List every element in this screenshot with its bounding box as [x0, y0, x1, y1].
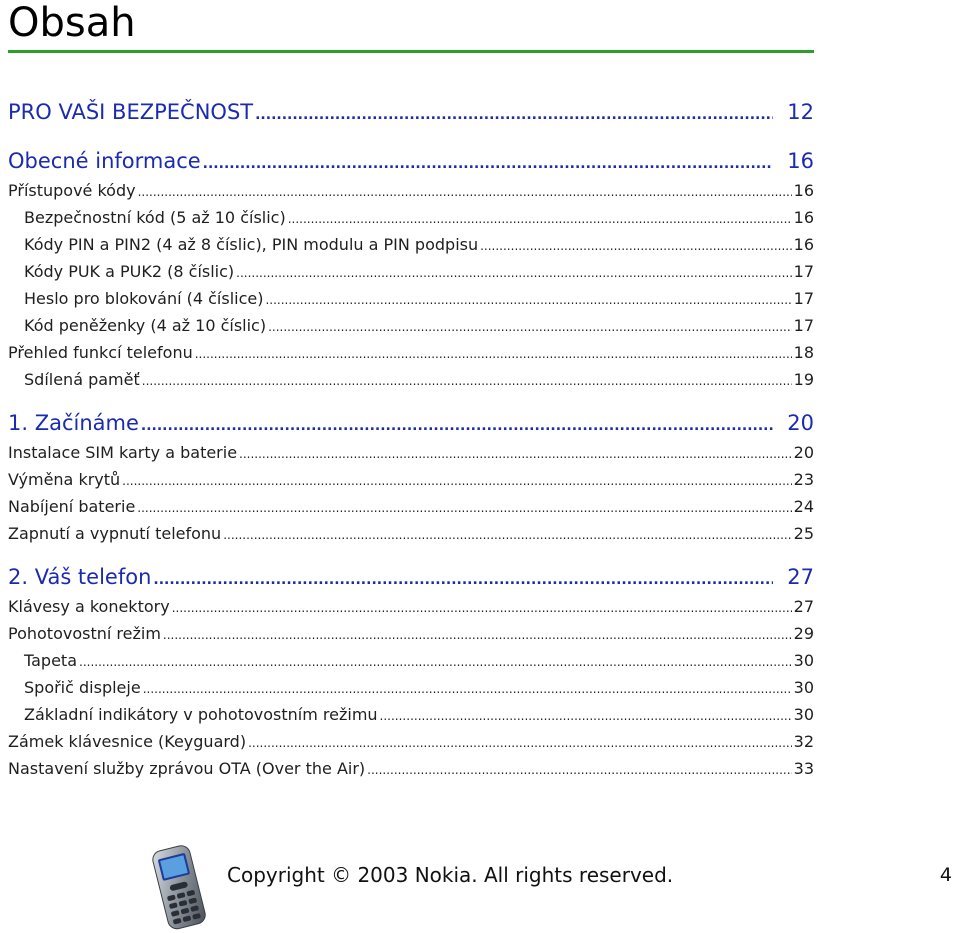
toc-entry[interactable] — [8, 593, 814, 620]
toc-entry[interactable] — [8, 204, 814, 231]
dot-leader — [122, 466, 791, 495]
toc-page: 17 — [793, 289, 814, 308]
dot-leader — [195, 339, 792, 368]
toc-label: PRO VAŠI BEZPEČNOST — [8, 100, 254, 124]
dot-leader — [239, 439, 792, 468]
toc-page: 12 — [787, 100, 814, 124]
dot-leader — [255, 96, 773, 131]
toc-label: Kód peněženky (4 až 10 číslic) — [24, 316, 267, 335]
toc-label: Přístupové kódy — [8, 181, 136, 200]
toc-label: Kódy PUK a PUK2 (8 číslic) — [24, 262, 235, 281]
toc-entry[interactable] — [8, 728, 814, 755]
toc-entry[interactable] — [8, 231, 814, 258]
toc-label: Výměna krytů — [8, 470, 121, 489]
dot-leader — [380, 701, 792, 730]
copyright-text: Copyright © 2003 Nokia. All rights reserved. — [227, 863, 674, 887]
toc-label: Základní indikátory v pohotovostním režimu — [24, 705, 378, 724]
toc-page: 17 — [793, 262, 814, 281]
dot-leader — [367, 755, 791, 784]
toc-heading-safety[interactable] — [8, 96, 814, 128]
toc-page: 32 — [793, 732, 814, 751]
toc-page: 16 — [793, 208, 814, 227]
dot-leader — [163, 620, 792, 649]
dot-leader — [143, 674, 792, 703]
toc-entry[interactable] — [8, 366, 814, 393]
dot-leader — [138, 177, 792, 206]
toc-label: Klávesy a konektory — [8, 597, 170, 616]
title-rule — [8, 50, 814, 53]
toc-page: 18 — [793, 343, 814, 362]
toc-entry[interactable] — [8, 755, 814, 782]
dot-leader — [79, 647, 792, 676]
toc-page: 16 — [793, 235, 814, 254]
toc-label: 1. Začínáme — [8, 411, 139, 435]
phone-image — [148, 843, 212, 931]
toc-label: Tapeta — [24, 651, 78, 670]
toc-heading-your-phone[interactable] — [8, 561, 814, 593]
dot-leader — [153, 561, 773, 596]
toc-entry[interactable] — [8, 674, 814, 701]
toc-page: 30 — [793, 678, 814, 697]
toc-label: Bezpečnostní kód (5 až 10 číslic) — [24, 208, 286, 227]
toc-label: Zámek klávesnice (Keyguard) — [8, 732, 247, 751]
toc-entry[interactable] — [8, 177, 814, 204]
toc-label: Nabíjení baterie — [8, 497, 136, 516]
dot-leader — [480, 231, 792, 260]
toc-page: 30 — [793, 705, 814, 724]
toc-page: 29 — [793, 624, 814, 643]
toc-entry[interactable] — [8, 620, 814, 647]
toc-entry[interactable] — [8, 258, 814, 285]
page-number: 4 — [939, 864, 952, 886]
dot-leader — [288, 204, 792, 233]
dot-leader — [203, 145, 774, 180]
dot-leader — [265, 285, 791, 314]
toc-entry[interactable] — [8, 701, 814, 728]
toc-heading-general[interactable] — [8, 145, 814, 177]
toc-page: 16 — [793, 181, 814, 200]
dot-leader — [236, 258, 791, 287]
toc-label: Instalace SIM karty a baterie — [8, 443, 238, 462]
toc-page: 16 — [787, 149, 814, 173]
toc-label: Nastavení služby zprávou OTA (Over the Air) — [8, 759, 366, 778]
dot-leader — [248, 728, 792, 757]
toc-label: Přehled funkcí telefonu — [8, 343, 193, 362]
toc-entry[interactable] — [8, 312, 814, 339]
toc-label: 2. Váš telefon — [8, 565, 152, 589]
toc-label: Zapnutí a vypnutí telefonu — [8, 524, 222, 543]
toc-label: Obecné informace — [8, 149, 201, 173]
toc-entry[interactable] — [8, 339, 814, 366]
dot-leader — [137, 493, 791, 522]
toc-page: 19 — [793, 370, 814, 389]
toc-page: 17 — [793, 316, 814, 335]
toc-label: Heslo pro blokování (4 číslice) — [24, 289, 264, 308]
toc-page: 24 — [793, 497, 814, 516]
toc-entry[interactable] — [8, 647, 814, 674]
dot-leader — [223, 520, 791, 549]
toc-label: Spořič displeje — [24, 678, 141, 697]
toc-entry[interactable] — [8, 493, 814, 520]
toc-label: Sdílená paměť — [24, 370, 140, 389]
dot-leader — [268, 312, 792, 341]
page-title: Obsah — [8, 0, 136, 46]
toc-page: 20 — [787, 411, 814, 435]
toc-page: 20 — [793, 443, 814, 462]
toc-page: 27 — [793, 597, 814, 616]
toc-entry[interactable] — [8, 439, 814, 466]
toc-page: 25 — [793, 524, 814, 543]
dot-leader — [141, 407, 773, 442]
dot-leader — [142, 366, 792, 395]
toc-label: Pohotovostní režim — [8, 624, 161, 643]
toc-entry[interactable] — [8, 285, 814, 312]
table-of-contents — [8, 96, 814, 782]
toc-page: 23 — [793, 470, 814, 489]
toc-page: 33 — [793, 759, 814, 778]
toc-label: Kódy PIN a PIN2 (4 až 8 číslic), PIN modulu a PIN podpisu — [24, 235, 479, 254]
toc-entry[interactable] — [8, 520, 814, 547]
toc-page: 30 — [793, 651, 814, 670]
toc-entry[interactable] — [8, 466, 814, 493]
dot-leader — [172, 593, 792, 622]
toc-heading-getting-started[interactable] — [8, 407, 814, 439]
toc-page: 27 — [787, 565, 814, 589]
